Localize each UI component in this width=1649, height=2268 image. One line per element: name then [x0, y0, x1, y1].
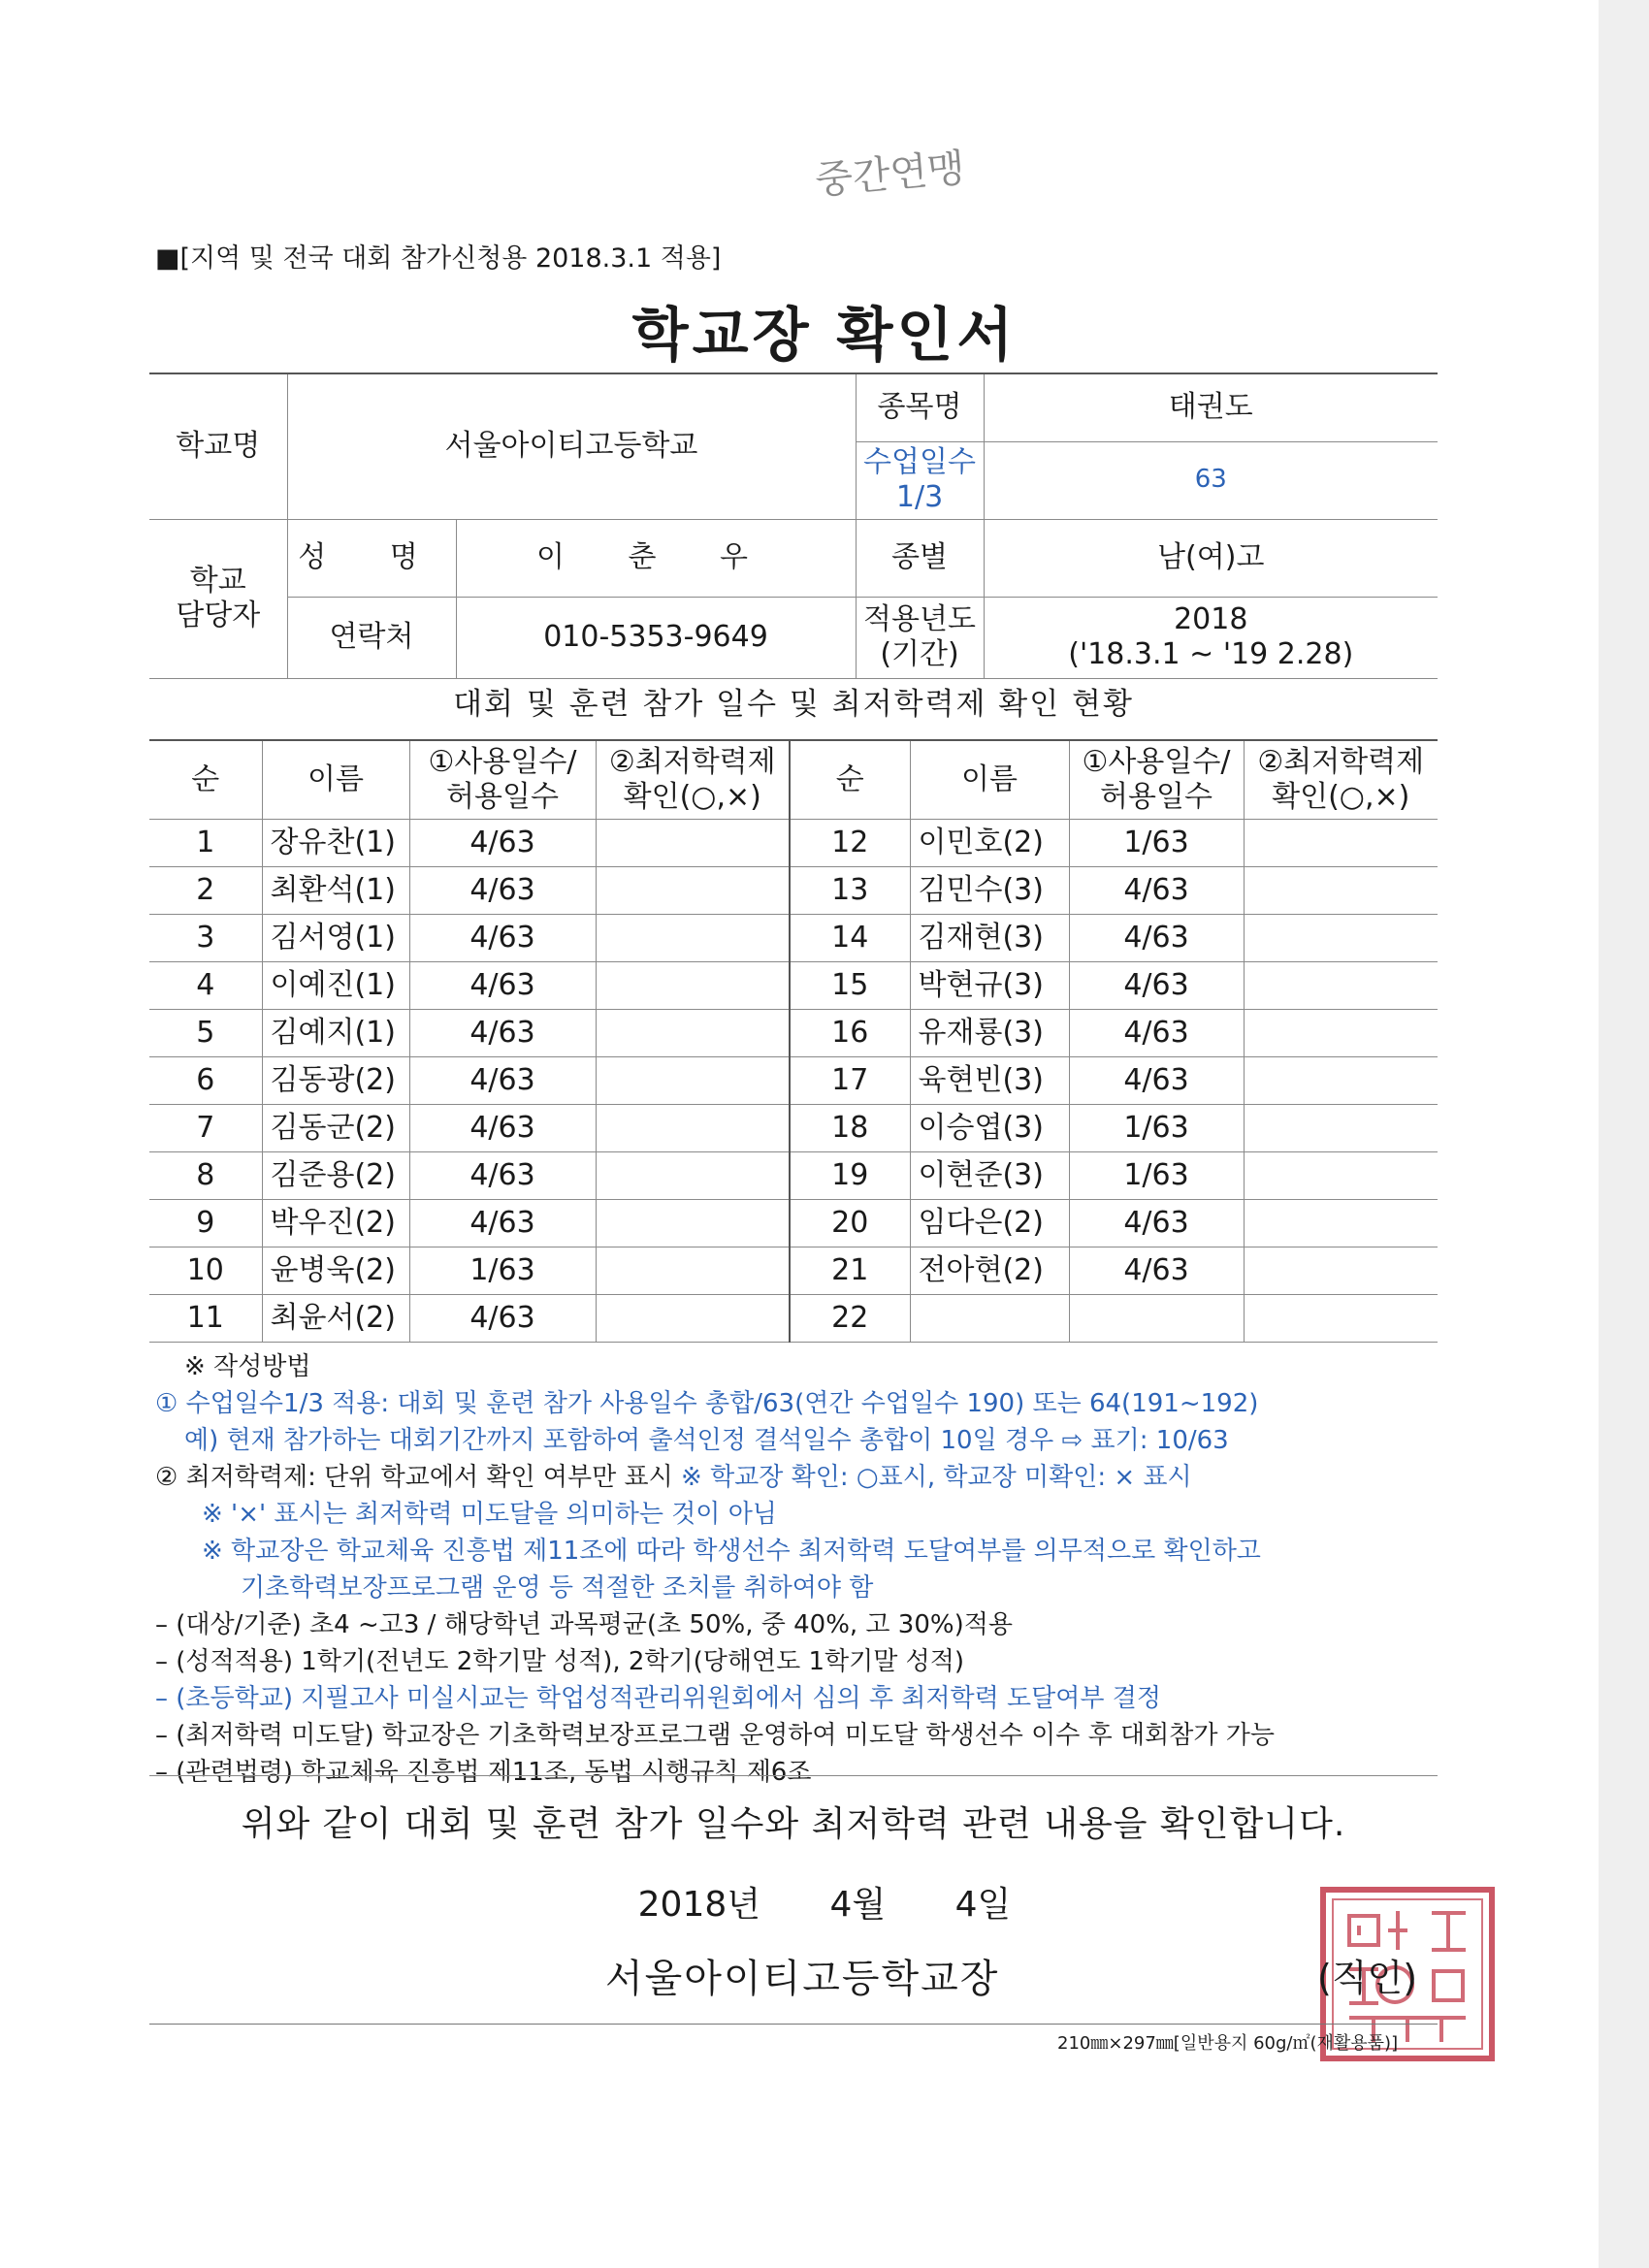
- cell-days: 1/63: [409, 1247, 596, 1295]
- cell-name: 김민수(3): [910, 867, 1069, 915]
- header-check-2col-2: 확인(○,×): [1272, 780, 1410, 814]
- header-check-2col-1: ②최저학력제: [1257, 745, 1425, 779]
- cell-days: 4/63: [409, 1010, 596, 1057]
- cell-no: 17: [790, 1057, 910, 1105]
- cell-name: 김재현(3): [910, 915, 1069, 962]
- cell-no: 4: [149, 962, 262, 1010]
- cell-days: 4/63: [409, 1152, 596, 1200]
- cell-no: 16: [790, 1010, 910, 1057]
- cell-no: 5: [149, 1010, 262, 1057]
- handwritten-note: 중간연맹: [813, 146, 967, 204]
- cell-no: 22: [790, 1295, 910, 1343]
- header-days-2: 허용일수: [446, 780, 559, 814]
- table-row: [149, 820, 1438, 867]
- name-label: 성 명: [287, 519, 456, 597]
- cell-name: 최환석(1): [262, 867, 409, 915]
- cell-days: 4/63: [1069, 1010, 1244, 1057]
- cell-name: 전아현(2): [910, 1247, 1069, 1295]
- cell-days: 4/63: [1069, 1247, 1244, 1295]
- method-line-7: – (대상/기준) 초4 ~고3 / 해당학년 과목평균(초 50%, 중 40%, 고 30%)적용: [155, 1610, 1013, 1639]
- cell-name: [910, 1295, 1069, 1343]
- school-principal-signature: 서울아이티고등학교장: [605, 1957, 1000, 2001]
- class-days-label-2: 1/3: [895, 480, 944, 514]
- cell-check: [1244, 1200, 1438, 1247]
- method-line-10: – (최저학력 미도달) 학교장은 기초학력보장프로그램 운영하여 미도달 학생선수 이수 후 대회참가 가능: [155, 1721, 1275, 1750]
- cell-no: 18: [790, 1105, 910, 1152]
- header-days-2col-1: ①사용일수/: [1082, 745, 1231, 779]
- cell-no: 19: [790, 1152, 910, 1200]
- method-line-4: ※ '×' 표시는 최저학력 미도달을 의미하는 것이 아님: [202, 1500, 777, 1529]
- cell-no: 8: [149, 1152, 262, 1200]
- table-row: [149, 1247, 1438, 1295]
- cell-check: [1244, 1057, 1438, 1105]
- class-days-label: [856, 441, 984, 519]
- header-name-2: 이름: [910, 740, 1069, 820]
- event-value: 태권도: [984, 373, 1438, 441]
- cell-no: 15: [790, 962, 910, 1010]
- cell-no: 9: [149, 1200, 262, 1247]
- method-line-3a: ② 최저학력제: 단위 학교에서 확인 여부만 표시: [155, 1463, 682, 1492]
- cell-check: [596, 820, 790, 867]
- header-name: 이름: [262, 740, 409, 820]
- date-year: 2018년: [637, 1885, 761, 1925]
- table-row: [149, 867, 1438, 915]
- cell-days: 4/63: [1069, 962, 1244, 1010]
- writing-instructions: [155, 1348, 1455, 1791]
- year-value: [984, 597, 1438, 678]
- cell-days: 4/63: [409, 1200, 596, 1247]
- table-row: [149, 1200, 1438, 1247]
- method-line-9: – (초등학교) 지필고사 미실시교는 학업성적관리위원회에서 심의 후 최저학력 도달여부 결정: [155, 1684, 1161, 1713]
- cell-check: [1244, 915, 1438, 962]
- cell-name: 최윤서(2): [262, 1295, 409, 1343]
- table-row: [149, 1105, 1438, 1152]
- cell-check: [596, 962, 790, 1010]
- cell-no: 1: [149, 820, 262, 867]
- cell-no: 2: [149, 867, 262, 915]
- date-day: 4일: [954, 1885, 1012, 1925]
- year-label: [856, 597, 984, 678]
- method-line-8: – (성적적용) 1학기(전년도 2학기말 성적), 2학기(당해연도 1학기말 성적): [155, 1647, 965, 1676]
- cell-name: 이승엽(3): [910, 1105, 1069, 1152]
- divider-line: [149, 1775, 1438, 1776]
- document-title: 학교장 확인서: [631, 302, 1018, 370]
- cell-no: 14: [790, 915, 910, 962]
- method-line-2: 예) 현재 참가하는 대회기간까지 포함하여 출석인정 결석일수 총합이 10일 경우 ⇨ 표기: 10/63: [184, 1426, 1229, 1455]
- cell-no: 13: [790, 867, 910, 915]
- cell-check: [596, 915, 790, 962]
- school-label: 학교명: [149, 373, 287, 519]
- header-check-1: ②최저학력제: [608, 745, 776, 779]
- year-label-1: 적용년도: [863, 602, 976, 636]
- cell-check: [596, 1057, 790, 1105]
- cell-check: [596, 1152, 790, 1200]
- cell-name: 육현빈(3): [910, 1057, 1069, 1105]
- method-line-6: 기초학력보장프로그램 운영 등 적절한 조치를 취하여야 함: [241, 1573, 874, 1603]
- cell-name: 장유찬(1): [262, 820, 409, 867]
- gender-label: 종별: [856, 519, 984, 597]
- cell-no: 20: [790, 1200, 910, 1247]
- table-row: [149, 1057, 1438, 1105]
- manager-label-2: 담당자: [176, 599, 261, 632]
- cell-check: [596, 867, 790, 915]
- section-title: 대회 및 훈련 참가 일수 및 최저학력제 확인 현황: [453, 687, 1134, 722]
- cell-days: [1069, 1295, 1244, 1343]
- cell-no: 3: [149, 915, 262, 962]
- cell-name: 김동광(2): [262, 1057, 409, 1105]
- cell-check: [596, 1295, 790, 1343]
- header-check-2col: [1244, 740, 1438, 820]
- cell-check: [1244, 1295, 1438, 1343]
- header-check: [596, 740, 790, 820]
- table-row: [149, 1010, 1438, 1057]
- cell-days: 1/63: [1069, 1105, 1244, 1152]
- method-title: ※ 작성방법: [184, 1352, 311, 1381]
- cell-no: 11: [149, 1295, 262, 1343]
- paper-spec: 210㎜×297㎜[일반용지 60g/㎡(재활용품)]: [1057, 2033, 1399, 2054]
- cell-name: 윤병욱(2): [262, 1247, 409, 1295]
- name-value: 이 춘 우: [456, 519, 856, 597]
- cell-days: 4/63: [409, 1057, 596, 1105]
- cell-days: 1/63: [1069, 820, 1244, 867]
- method-line-3b: ※ 학교장 확인: ○표시, 학교장 미확인: × 표시: [681, 1463, 1192, 1492]
- cell-days: 4/63: [1069, 915, 1244, 962]
- cell-name: 김동군(2): [262, 1105, 409, 1152]
- cell-no: 21: [790, 1247, 910, 1295]
- class-days-value: 63: [984, 441, 1438, 519]
- cell-days: 1/63: [1069, 1152, 1244, 1200]
- school-value: 서울아이티고등학교: [287, 373, 856, 519]
- cell-name: 김예지(1): [262, 1010, 409, 1057]
- cell-name: 유재룡(3): [910, 1010, 1069, 1057]
- table-row: [149, 1152, 1438, 1200]
- confirmation-text: 위와 같이 대회 및 훈련 참가 일수와 최저학력 관련 내용을 확인합니다.: [241, 1804, 1346, 1844]
- contact-value: 010-5353-9649: [456, 597, 856, 678]
- cell-check: [1244, 962, 1438, 1010]
- cell-name: 이예진(1): [262, 962, 409, 1010]
- table-header-row: [149, 740, 1438, 820]
- header-note: ■[지역 및 전국 대회 참가신청용 2018.3.1 적용]: [155, 243, 722, 274]
- date-month: 4월: [829, 1885, 887, 1925]
- cell-days: 4/63: [409, 867, 596, 915]
- cell-check: [1244, 1247, 1438, 1295]
- cell-days: 4/63: [409, 915, 596, 962]
- header-check-2: 확인(○,×): [623, 780, 761, 814]
- cell-days: 4/63: [409, 1105, 596, 1152]
- cell-check: [596, 1105, 790, 1152]
- cell-check: [1244, 820, 1438, 867]
- cell-days: 4/63: [1069, 1057, 1244, 1105]
- cell-days: 4/63: [409, 820, 596, 867]
- cell-days: 4/63: [409, 962, 596, 1010]
- footer-divider: [149, 2024, 1438, 2025]
- method-line-5: ※ 학교장은 학교체육 진흥법 제11조에 따라 학생선수 최저학력 도달여부를 의무적으로 확인하고: [202, 1537, 1261, 1566]
- header-days-1: ①사용일수/: [428, 745, 577, 779]
- year-label-2: (기간): [880, 637, 959, 671]
- year-value-1: 2018: [1174, 602, 1248, 636]
- cell-check: [1244, 1152, 1438, 1200]
- cell-days: 4/63: [1069, 867, 1244, 915]
- cell-name: 임다은(2): [910, 1200, 1069, 1247]
- cell-check: [596, 1200, 790, 1247]
- cell-no: 10: [149, 1247, 262, 1295]
- table-row: [149, 915, 1438, 962]
- cell-check: [1244, 1010, 1438, 1057]
- event-label: 종목명: [856, 373, 984, 441]
- manager-label-1: 학교: [189, 564, 246, 598]
- class-days-label-1: 수업일수: [863, 445, 976, 479]
- cell-no: 6: [149, 1057, 262, 1105]
- header-no-2: 순: [790, 740, 910, 820]
- cell-check: [1244, 867, 1438, 915]
- cell-name: 이현준(3): [910, 1152, 1069, 1200]
- seal-label: (직인): [1317, 1957, 1418, 1999]
- cell-days: 4/63: [1069, 1200, 1244, 1247]
- method-line-3: [155, 1459, 1455, 1496]
- cell-name: 박우진(2): [262, 1200, 409, 1247]
- cell-name: 김서영(1): [262, 915, 409, 962]
- participants-table: [149, 739, 1438, 1343]
- header-days-2col: [1069, 740, 1244, 820]
- cell-no: 7: [149, 1105, 262, 1152]
- table-row: [149, 962, 1438, 1010]
- year-value-2: ('18.3.1 ~ '19 2.28): [1068, 637, 1354, 671]
- header-days: [409, 740, 596, 820]
- header-no: 순: [149, 740, 262, 820]
- method-line-1: ① 수업일수1/3 적용: 대회 및 훈련 참가 사용일수 총합/63(연간 수업일수 190) 또는 64(191~192): [155, 1389, 1259, 1418]
- info-table: [149, 373, 1438, 679]
- cell-check: [596, 1010, 790, 1057]
- cell-check: [596, 1247, 790, 1295]
- header-days-2col-2: 허용일수: [1100, 780, 1212, 814]
- manager-label: [149, 519, 287, 678]
- cell-no: 12: [790, 820, 910, 867]
- method-line-11: – (관련법령) 학교체육 진흥법 제11조, 동법 시행규칙 제6조: [155, 1758, 812, 1787]
- table-row: [149, 1295, 1438, 1343]
- cell-days: 4/63: [409, 1295, 596, 1343]
- cell-name: 박현규(3): [910, 962, 1069, 1010]
- cell-check: [1244, 1105, 1438, 1152]
- cell-name: 김준용(2): [262, 1152, 409, 1200]
- cell-name: 이민호(2): [910, 820, 1069, 867]
- gender-value: 남(여)고: [984, 519, 1438, 597]
- contact-label: 연락처: [287, 597, 456, 678]
